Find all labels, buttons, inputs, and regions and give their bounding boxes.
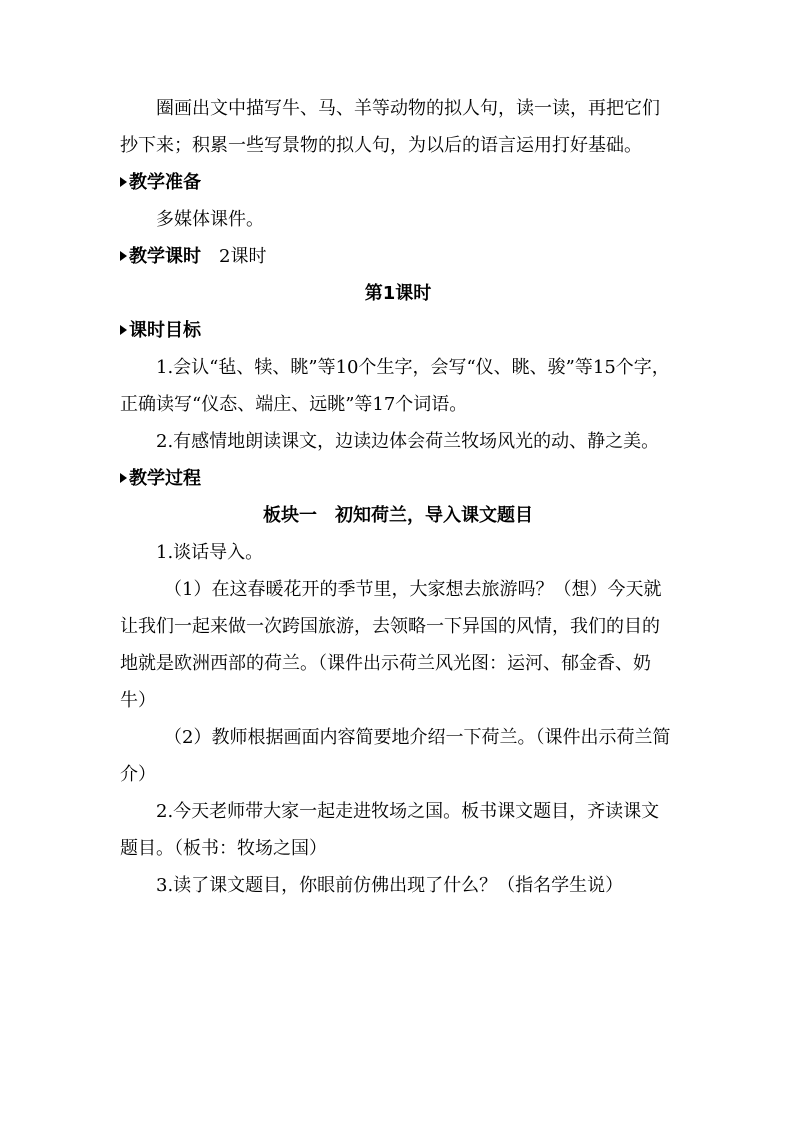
heading-prep (120, 164, 676, 201)
document-page (120, 90, 676, 904)
heading-period (120, 238, 676, 275)
step-1-1-paragraph: （1）在这春暖花开的季节里，大家想去旅游吗？（想）今天就让我们一起来做一次跨国旅游，去领略一下异国的风情，我们的目的地就是欧洲西部的荷兰。（课件出示荷兰风光图：运河、郁金香、奶牛） (120, 579, 662, 711)
step-2-paragraph: 2.今天老师带大家一起走进牧场之国。板书课文题目，齐读课文题目。（板书：牧场之国） (120, 801, 660, 859)
triangle-bullet-icon (120, 473, 127, 483)
heading-process (120, 460, 676, 497)
period-value: 2课时 (219, 246, 267, 267)
heading-process-label: 教学过程 (129, 468, 201, 489)
lesson-title: 第1课时 (364, 283, 432, 304)
step-1-2-paragraph: （2）教师根据画面内容简要地介绍一下荷兰。（课件出示荷兰简介） (120, 727, 671, 785)
step-1-paragraph: 1.谈话导入。 (156, 542, 264, 563)
prep-paragraph: 多媒体课件。 (156, 209, 264, 230)
block-title: 板块一 初知荷兰，导入课文题目 (263, 505, 533, 526)
triangle-bullet-icon (120, 177, 127, 187)
step-3-paragraph: 3.读了课文题目，你眼前仿佛出现了什么？（指名学生说） (156, 875, 624, 896)
goal-1-paragraph: 1.会认“毡、犊、眺”等10个生字，会写“仪、眺、骏”等15个字，正确读写“仪态、端庄、远眺”等17个词语。 (120, 357, 670, 415)
triangle-bullet-icon (120, 325, 127, 335)
heading-period-label: 教学课时 (129, 246, 201, 267)
heading-goals (120, 312, 676, 349)
triangle-bullet-icon (120, 251, 127, 261)
intro-paragraph: 圈画出文中描写牛、马、羊等动物的拟人句，读一读，再把它们抄下来；积累一些写景物的拟人句，为以后的语言运用打好基础。 (120, 98, 660, 156)
heading-prep-label: 教学准备 (129, 172, 201, 193)
heading-goals-label: 课时目标 (129, 320, 201, 341)
goal-2-paragraph: 2.有感情地朗读课文，边读边体会荷兰牧场风光的动、静之美。 (156, 431, 660, 452)
